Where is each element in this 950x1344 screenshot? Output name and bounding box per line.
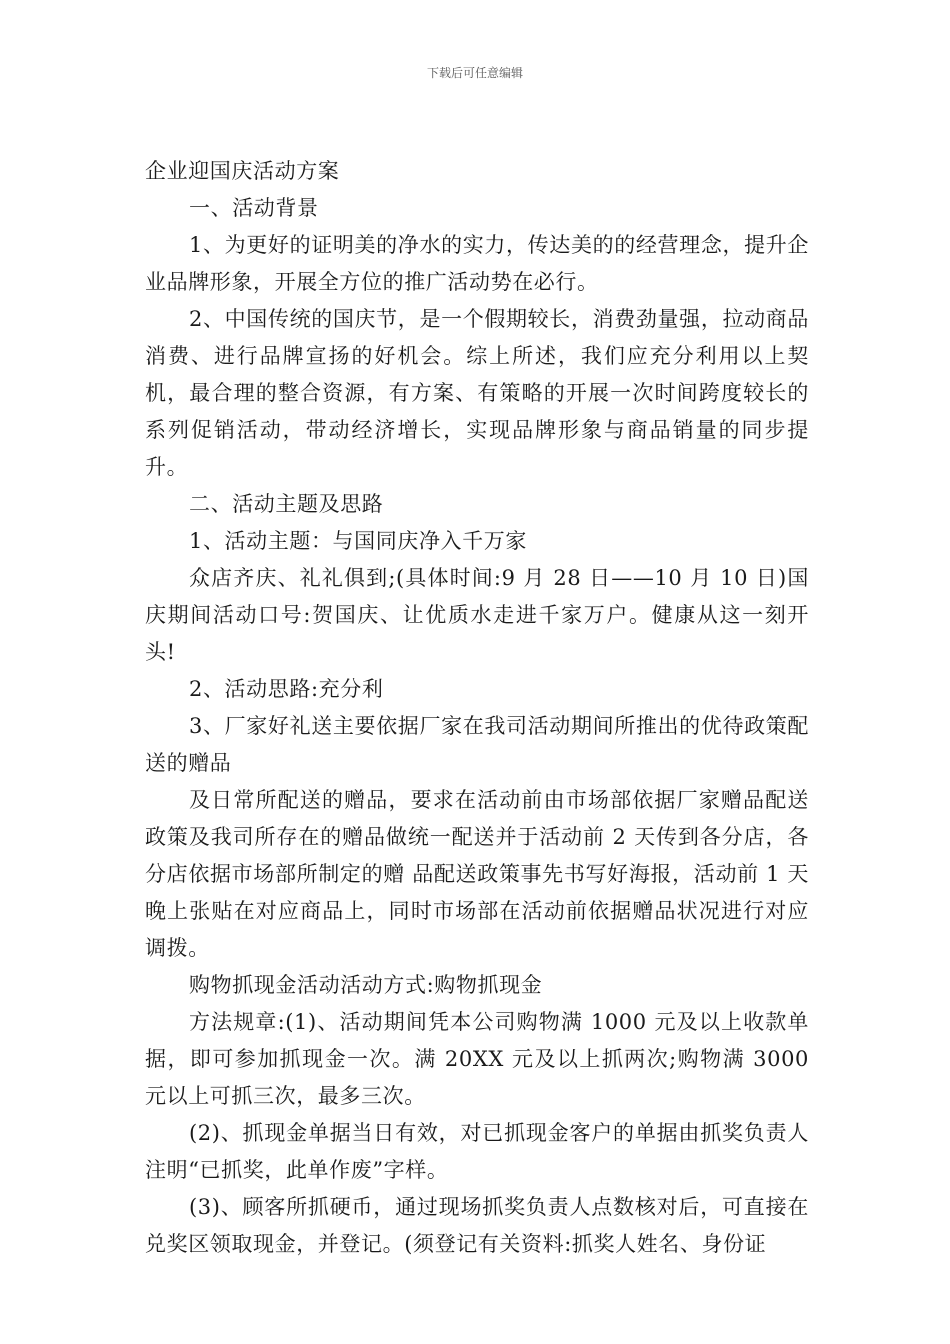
paragraph: 1、活动主题：与国同庆净入千万家 [189,529,527,553]
document-title: 企业迎国庆活动方案 [145,159,340,183]
section-heading: 一、活动背景 [189,196,319,220]
page-header: 下载后可任意编辑 [426,66,523,80]
paragraph: 2、中国传统的国庆节，是一个假期较长，消费劲量强，拉动商品消费、进行品牌宣扬的好机会。综上所述，我们应充分利用以上契机，最合理的整合资源，有方案、有策略的开展一次时间跨度较长的系列促销活动，带动经济增长，实现品牌形象与商品销量的同步提升。 [145,307,809,479]
paragraph: 3、厂家好礼送主要依据厂家在我司活动期间所推出的优待政策配送的赠品 [145,714,809,775]
paragraph: 及日常所配送的赠品，要求在活动前由市场部依据厂家赠品配送政策及我司所存在的赠品做统一配送并于活动前 2 天传到各分店，各分店依据市场部所制定的赠 品配送政策事先书写好海报，活动前 1 天晚上张贴在对应商品上，同时市场部在活动前依据赠品状况进行对应调拨。 [145,788,809,960]
paragraph: 1、为更好的证明美的净水的实力，传达美的的经营理念，提升企业品牌形象，开展全方位的推广活动势在必行。 [145,233,809,294]
section-heading: 二、活动主题及思路 [189,492,384,516]
paragraph: (3)、顾客所抓硬币，通过现场抓奖负责人点数核对后，可直接在兑奖区领取现金，并登记。(须登记有关资料:抓奖人姓名、身份证 [145,1195,809,1256]
document-body [145,153,809,1263]
paragraph: 众店齐庆、礼礼俱到;(具体时间:9 月 28 日——10 月 10 日)国庆期间活动口号:贺国庆、让优质水走进千家万户。健康从这一刻开头! [145,566,809,664]
paragraph: 2、活动思路:充分利 [189,677,384,701]
paragraph: (2)、抓现金单据当日有效，对已抓现金客户的单据由抓奖负责人注明“已抓奖，此单作废”字样。 [145,1121,809,1182]
paragraph: 购物抓现金活动活动方式:购物抓现金 [189,973,543,997]
paragraph: 方法规章:(1)、活动期间凭本公司购物满 1000 元及以上收款单据，即可参加抓现金一次。满 20XX 元及以上抓两次;购物满 3000 元以上可抓三次，最多三次。 [145,1010,809,1108]
